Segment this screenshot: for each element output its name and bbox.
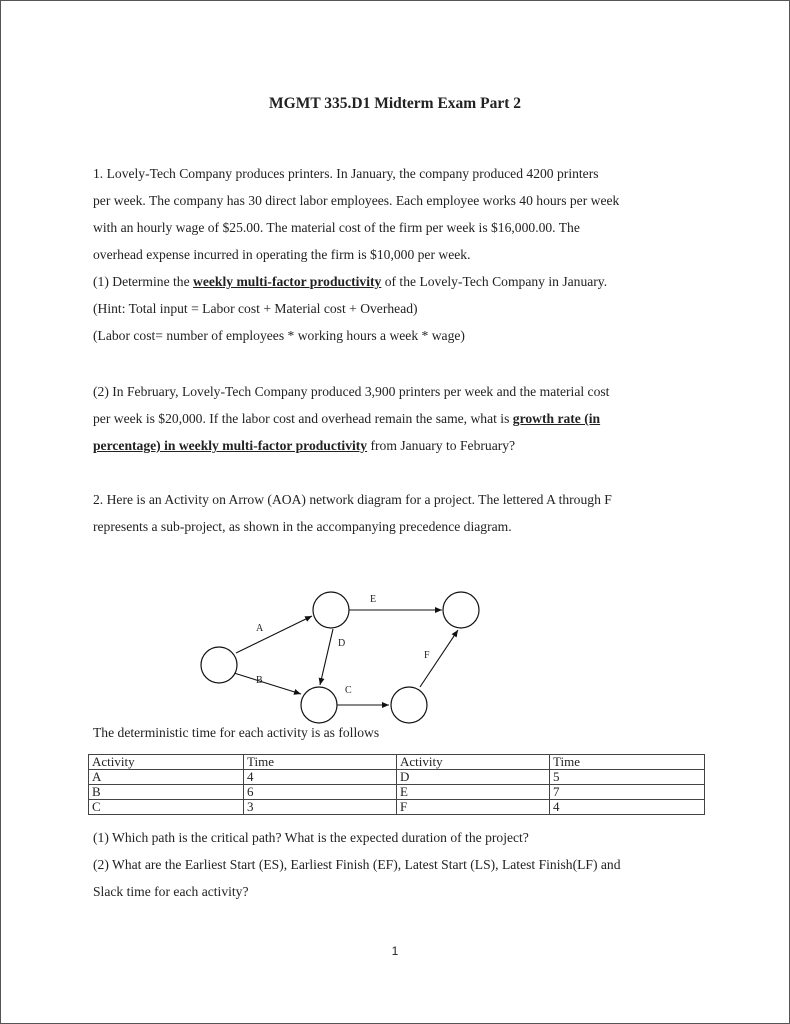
node-2: [313, 592, 349, 628]
table-cell: F: [397, 800, 550, 815]
label-c: C: [345, 685, 352, 696]
q1-part-2-line-1: (2) In February, Lovely-Tech Company produced 3,900 printers per week and the material cost: [93, 384, 610, 399]
node-3: [443, 592, 479, 628]
header-activity-1: Activity: [89, 755, 244, 770]
label-a: A: [256, 623, 264, 634]
q2-line-1: 2. Here is an Activity on Arrow (AOA) network diagram for a project. The lettered A through F: [93, 492, 612, 507]
table-cell: 4: [244, 770, 397, 785]
table-cell: 3: [244, 800, 397, 815]
q1-part-2-line-3-suffix: from January to February?: [367, 438, 516, 453]
table-row: [89, 800, 705, 815]
node-5: [391, 687, 427, 723]
table-cell: C: [89, 800, 244, 815]
q1-labor-formula: (Labor cost= number of employees * working hours a week * wage): [93, 328, 465, 343]
q1-part-2-line-3: [93, 432, 703, 459]
label-e: E: [370, 594, 377, 605]
q2-part-1: (1) Which path is the critical path? What is the expected duration of the project?: [93, 830, 529, 845]
table-header-row: [89, 755, 705, 770]
q2-part-2-line-1: (2) What are the Earliest Start (ES), Earliest Finish (EF), Latest Start (LS), Latest Finish(LF) and: [93, 857, 621, 872]
table-cell: A: [89, 770, 244, 785]
label-f: F: [424, 650, 430, 661]
node-4: [301, 687, 337, 723]
header-time-1: Time: [244, 755, 397, 770]
question-1: [93, 160, 703, 349]
header-time-2: Time: [550, 755, 705, 770]
table-cell: 6: [244, 785, 397, 800]
table-cell: D: [397, 770, 550, 785]
q1-line-3: with an hourly wage of $25.00. The material cost of the firm per week is $16,000.00. The: [93, 220, 580, 235]
question-2: [93, 486, 703, 540]
q1-part-1-prefix: (1) Determine the: [93, 274, 194, 289]
table-row: [89, 785, 705, 800]
table-cell: 4: [550, 800, 705, 815]
q1-hint: (Hint: Total input = Labor cost + Material cost + Overhead): [93, 301, 418, 316]
q1-line-4: overhead expense incurred in operating the firm is $10,000 per week.: [93, 247, 471, 262]
q1-part-1-suffix: of the Lovely-Tech Company in January.: [381, 274, 608, 289]
page-number: 1: [391, 944, 399, 958]
table-caption: The deterministic time for each activity is as follows: [93, 725, 380, 740]
label-d: D: [338, 638, 346, 649]
node-1: [201, 647, 237, 683]
q1-part-2-line-2-prefix: per week is $20,000. If the labor cost and overhead remain the same, what is: [93, 411, 513, 426]
q1-part-2-line-3-emphasis: percentage) in weekly multi-factor productivity: [93, 438, 368, 453]
page-title: MGMT 335.D1 Midterm Exam Part 2: [269, 95, 521, 112]
question-2-parts: [93, 824, 703, 905]
table-cell: E: [397, 785, 550, 800]
q1-line-2: per week. The company has 30 direct labor employees. Each employee works 40 hours per week: [93, 193, 620, 208]
activity-time-table: [88, 754, 705, 815]
edge-a: [236, 616, 312, 653]
table-cell: 5: [550, 770, 705, 785]
q1-part-1: [93, 268, 703, 295]
table-row: [89, 770, 705, 785]
table-cell: B: [89, 785, 244, 800]
q2-part-2-line-2: Slack time for each activity?: [93, 884, 249, 899]
q1-line-1: 1. Lovely-Tech Company produces printers. In January, the company produced 4200 printers: [93, 166, 599, 181]
header-activity-2: Activity: [397, 755, 550, 770]
q1-part-2-line-2-emphasis: growth rate (in: [512, 411, 601, 426]
aoa-network-diagram: [0, 580, 790, 730]
edge-b: [234, 673, 301, 694]
question-1-part-2: [93, 378, 703, 459]
q1-part-2-line-2: [93, 405, 703, 432]
table-cell: 7: [550, 785, 705, 800]
q2-line-2: represents a sub-project, as shown in the accompanying precedence diagram.: [93, 519, 512, 534]
q1-part-1-emphasis: weekly multi-factor productivity: [193, 274, 382, 289]
edge-d: [320, 629, 333, 685]
label-b: B: [256, 675, 263, 686]
